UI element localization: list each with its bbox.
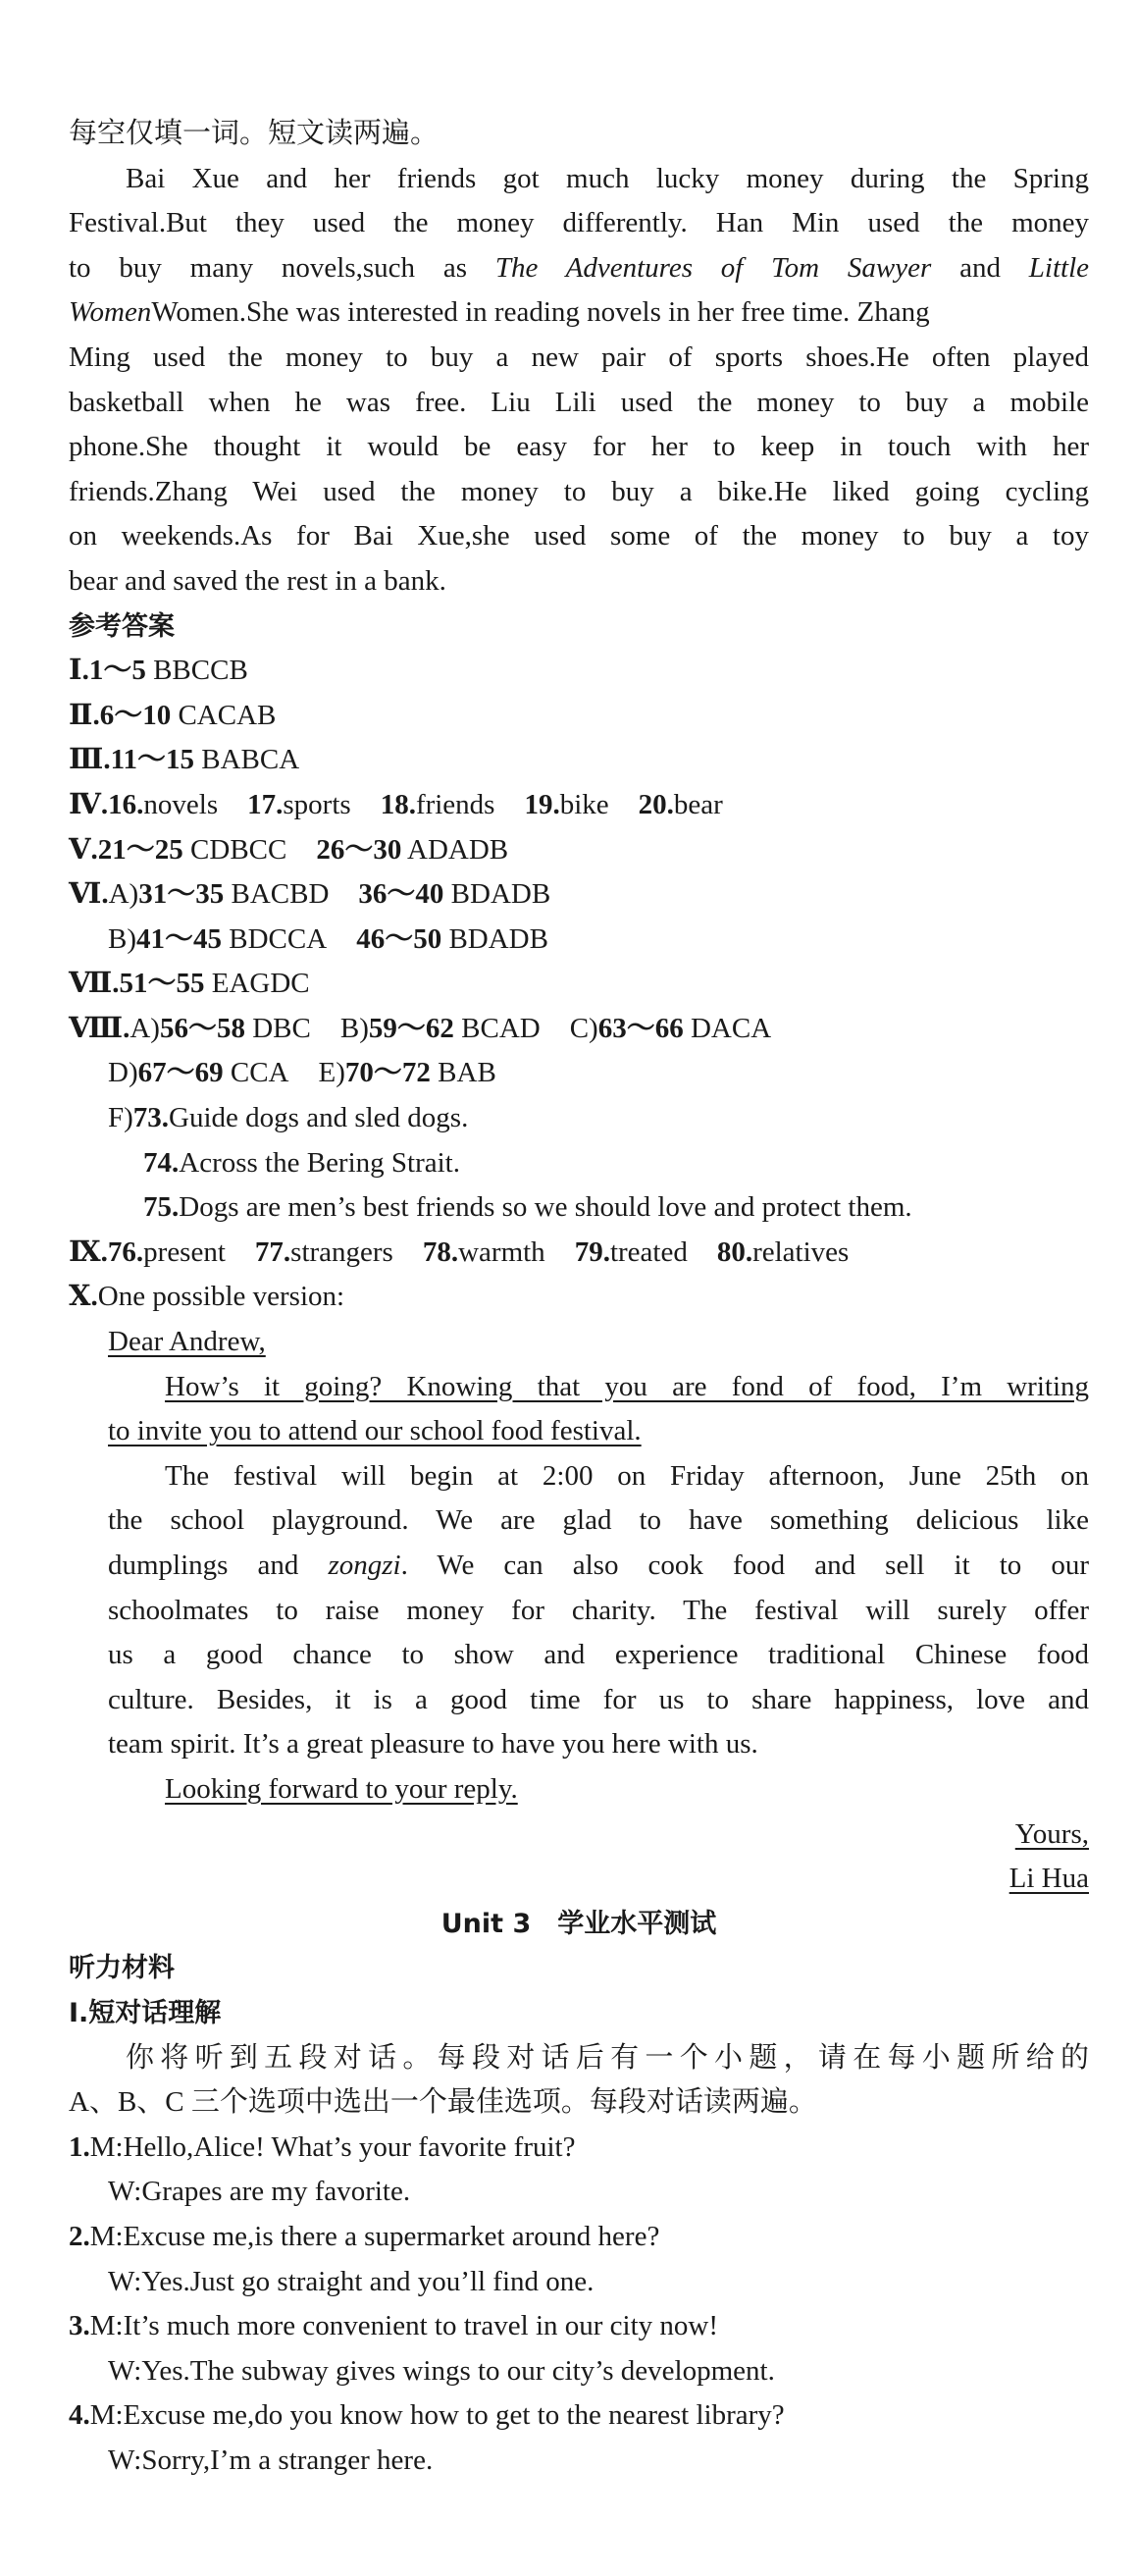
dialog-reply: W:Grapes are my favorite. [108,2176,411,2208]
page [69,112,1089,2483]
letter-signoff: Yours, [1014,1817,1089,1850]
letter-line: team spirit. It’s a great pleasure to have you here with us. [108,1728,758,1761]
answer-line-6b: B)41～45 BDCCA 46～50 BDADB [108,922,548,955]
listening-heading: 听力材料 [69,1953,175,1984]
passage-line: Bai Xue and her friends got much lucky money during the Spring [126,162,1089,194]
letter-closing: Looking forward to your reply. [165,1772,518,1805]
book-title: Little [1028,251,1089,284]
answer-line-8b: D)67～69 CCA E)70～72 BAB [108,1057,496,1089]
answer-line-10: Ⅹ.One possible version: [69,1281,345,1313]
dialog-item: 4.M:Excuse me,do you know how to get to the nearest library? [69,2399,785,2432]
passage-line [69,246,1089,291]
dialog-reply: W:Yes.Just go straight and you’ll find one. [108,2265,595,2297]
passage-line: Ming used the money to buy a new pair of sports shoes.He often played [69,341,1089,373]
instruction-tail: 每空仅填一词。短文读两遍。 [69,118,440,149]
letter-line: dumplings and zongzi. We can also cook food and sell it to our [108,1550,1089,1581]
passage-line: bear and saved the rest in a bank. [69,564,446,597]
italic-word: zongzi [328,1550,401,1581]
answer-key [69,649,1089,1320]
dialog-item: 1.M:Hello,Alice! What’s your favorite fruit? [69,2130,576,2163]
dialog-reply: W:Sorry,I’m a stranger here. [108,2444,434,2476]
answer-line-1: Ⅰ.1～5 BBCCB [69,655,248,687]
answer-line-4: Ⅳ.16.novels 17.sports 18.friends 19.bike 20.bear [69,788,723,820]
answer-line-2: Ⅱ.6～10 CACAB [69,699,277,731]
instruction-line: A、B、C 三个选项中选出一个最佳选项。每段对话读两遍。 [69,2086,817,2119]
instruction-line: 你将听到五段对话。每段对话后有一个小题，请在每小题所给的 [126,2041,1089,2074]
answer-line-5: Ⅴ.21～25 CDBCC 26～30 ADADB [69,833,509,866]
listening-passage [69,157,1089,605]
answer-line-9: Ⅸ.76.present 77.strangers 78.warmth 79.treated 80.relatives [69,1235,850,1268]
passage-line [69,290,1089,336]
dialog-list [69,2126,1089,2484]
passage-line: friends.Zhang Wei used the money to buy a bike.He liked going cycling [69,475,1089,507]
passage-line: on weekends.As for Bai Xue,she used some of the money to buy a toy [69,520,1089,552]
section-heading: Ⅰ.短对话理解 [69,1997,222,2028]
passage-line: phone.She thought it would be easy for her to keep in touch with her [69,431,1089,463]
answer-line-8f-75: 75.Dogs are men’s best friends so we should love and protect them. [143,1191,912,1224]
answer-line-8a: Ⅷ.A)56～58 DBC B)59～62 BCAD C)63～66 DACA [69,1012,772,1044]
letter-line: schoolmates to raise money for charity. The festival will surely offer [108,1594,1089,1626]
passage-line: Festival.But they used the money differently. Han Min used the money [69,207,1089,239]
passage-text: to buy many novels,such as [69,251,495,284]
dialog-reply: W:Yes.The subway gives wings to our city’s development. [108,2354,775,2387]
letter-line: The festival will begin at 2:00 on Friday afternoon, June 25th on [165,1459,1089,1492]
letter-line: How’s it going? Knowing that you are fond of food, I’m writing [165,1370,1089,1402]
passage-line: basketball when he was free. Liu Lili used the money to buy a mobile [69,386,1089,418]
letter-line: the school playground. We are glad to have something delicious like [108,1504,1089,1537]
unit-title: Unit 3 学业水平测试 [440,1908,717,1939]
passage-text: and [931,251,1029,284]
book-title: The Adventures of Tom Sawyer [494,251,932,284]
answer-line-7: Ⅶ.51～55 EAGDC [69,968,310,1000]
letter-line: to invite you to attend our school food festival. [108,1415,642,1447]
passage-text: Women.She was interested in reading novels in her free time. Zhang [151,296,930,329]
answer-line-6a: Ⅵ.A)31～35 BACBD 36～40 BDADB [69,878,551,911]
letter-line: us a good chance to show and experience traditional Chinese food [108,1639,1089,1671]
letter-line: culture. Besides, it is a good time for us to share happiness, love and [108,1683,1089,1715]
answers-heading: 参考答案 [69,610,175,642]
book-title: Women [69,296,152,329]
dialog-item: 3.M:It’s much more convenient to travel in our city now! [69,2310,719,2342]
answer-line-3: Ⅲ.11～15 BABCA [69,744,300,776]
answer-line-8f-74: 74.Across the Bering Strait. [143,1146,460,1179]
letter-signature: Li Hua [1009,1863,1089,1895]
letter-greeting: Dear Andrew, [108,1326,266,1358]
answer-line-8f-73: F)73.Guide dogs and sled dogs. [108,1102,469,1134]
dialog-item: 2.M:Excuse me,is there a supermarket around here? [69,2220,660,2252]
sample-letter [69,1320,1089,1902]
